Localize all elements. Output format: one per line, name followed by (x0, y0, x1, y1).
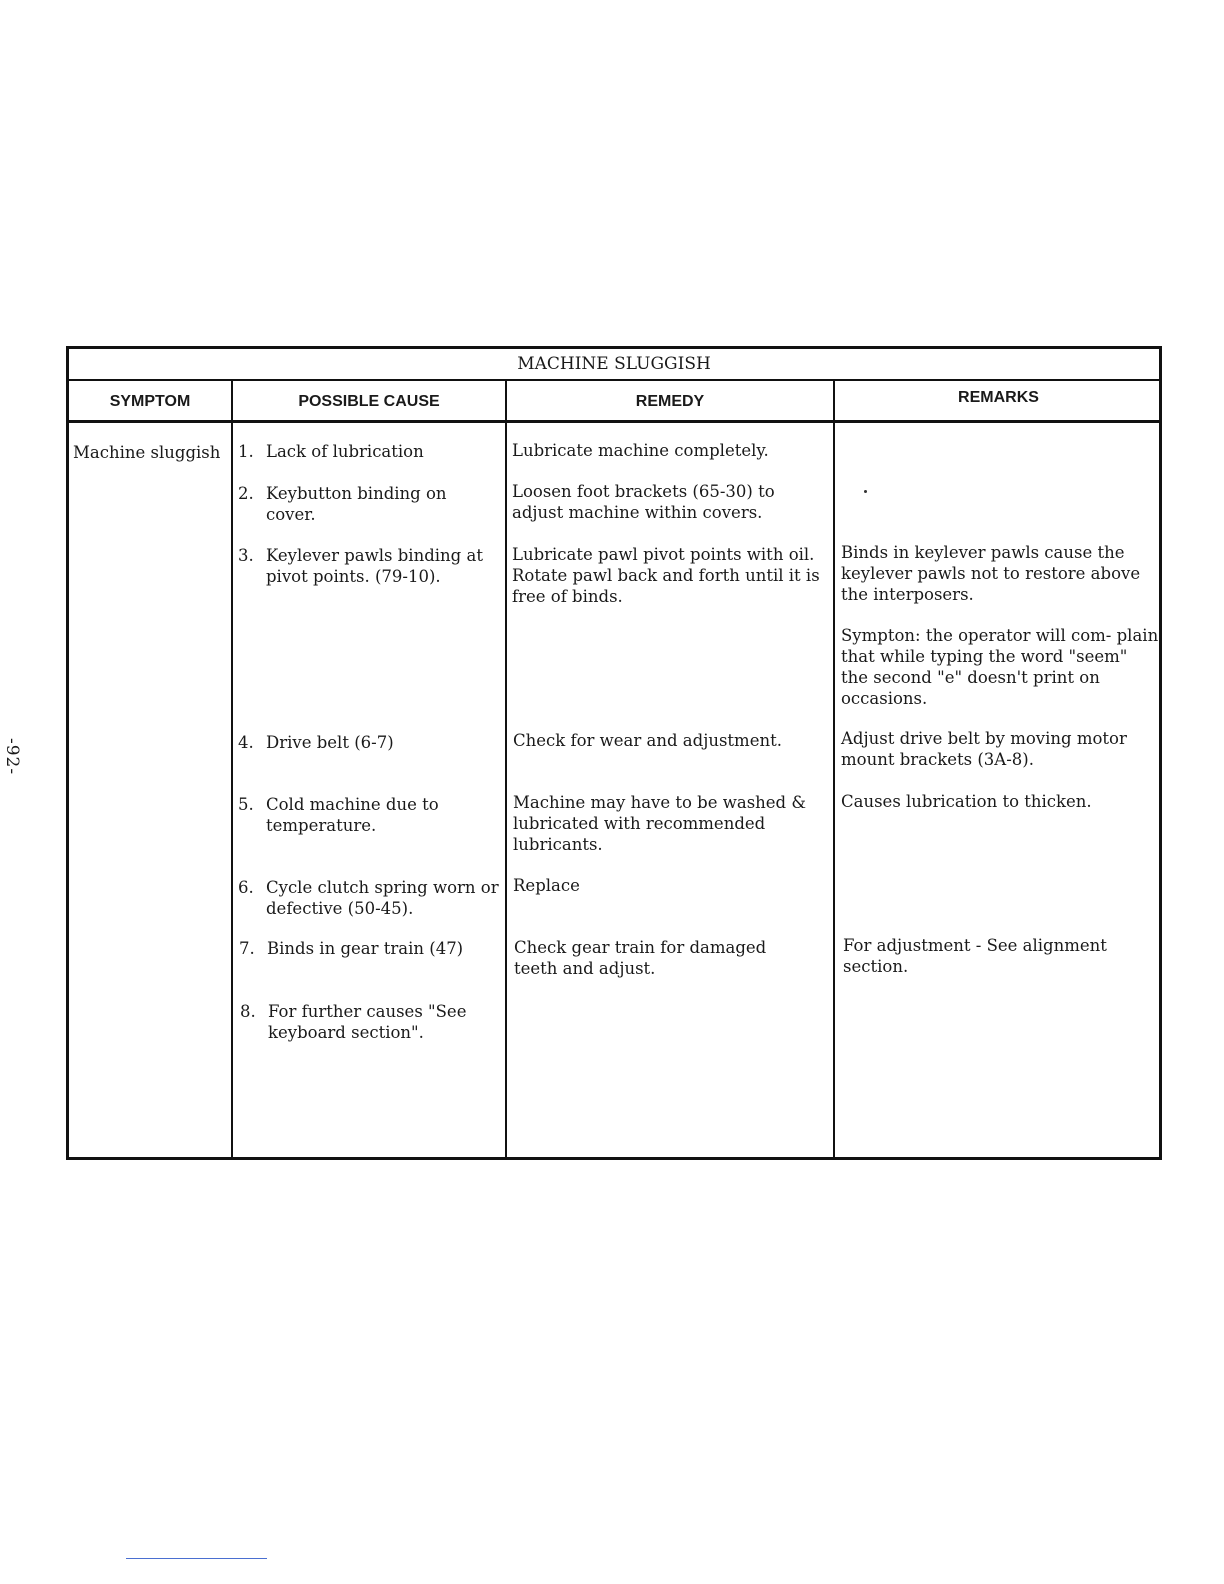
cause-item (238, 483, 488, 525)
remedy-cell: Machine may have to be washed & lubricated with recommended lubricants. (513, 793, 807, 854)
cause-text: Cycle clutch spring worn or defective (50-45). (266, 878, 499, 918)
cause-text: Keybutton binding on cover. (266, 484, 447, 524)
footer-rule (126, 1558, 267, 1559)
remedy-cell: Loosen foot brackets (65-30) to adjust machine within covers. (512, 482, 775, 522)
cause-item (240, 1001, 495, 1043)
remarks-cell: Sympton: the operator will com- plain that while typing the word "seem" the second "e" doesn't print on occasions. (841, 626, 1159, 708)
header-possible-cause: POSSIBLE CAUSE (298, 393, 440, 410)
remarks-cell: Causes lubrication to thicken. (841, 792, 1092, 811)
symptom-cell: Machine sluggish (73, 443, 221, 462)
cause-text: For further causes "See keyboard section". (268, 1002, 467, 1042)
remarks-cell: Binds in keylever pawls cause the keylever pawls not to restore above the interposers. (841, 543, 1141, 604)
remarks-cell: For adjustment - See alignment section. (843, 936, 1107, 976)
header-symptom: SYMPTOM (109, 393, 191, 410)
cause-number: 1. (238, 442, 254, 461)
cause-number: 5. (238, 795, 254, 814)
cause-item (238, 732, 502, 753)
remedy-cell: Lubricate machine completely. (512, 441, 769, 460)
cause-text: Keylever pawls binding at pivot points. (79-10). (266, 546, 483, 586)
remedy-cell: Check for wear and adjustment. (513, 731, 782, 750)
cause-item (238, 441, 502, 462)
table-title: MACHINE SLUGGISH (69, 349, 1159, 381)
header-remarks: REMARKS (958, 389, 1039, 406)
stray-mark (864, 490, 867, 493)
remedy-cell: Lubricate pawl pivot points with oil. Rotate pawl back and forth until it is free of binds. (512, 545, 820, 606)
header-divider (69, 420, 1159, 423)
cause-number: 2. (238, 484, 254, 503)
column-divider (231, 379, 233, 1157)
cause-item (238, 877, 500, 919)
cause-item (238, 794, 488, 836)
remedy-cell: Replace (513, 876, 580, 895)
cause-text: Drive belt (6-7) (266, 733, 394, 752)
column-divider (505, 379, 507, 1157)
troubleshooting-table (66, 346, 1162, 1160)
page-number: -92- (2, 738, 22, 776)
remarks-cell: Adjust drive belt by moving motor mount brackets (3A-8). (841, 729, 1127, 769)
cause-number: 3. (238, 546, 254, 565)
cause-item (239, 938, 503, 959)
cause-text: Lack of lubrication (266, 442, 424, 461)
cause-number: 8. (240, 1002, 256, 1021)
cause-item (238, 545, 504, 587)
column-divider (833, 379, 835, 1157)
remedy-cell: Check gear train for damaged teeth and adjust. (514, 938, 767, 978)
cause-number: 7. (239, 939, 255, 958)
cause-number: 6. (238, 878, 254, 897)
cause-text: Cold machine due to temperature. (266, 795, 439, 835)
header-remedy: REMEDY (635, 393, 705, 410)
cause-number: 4. (238, 733, 254, 752)
cause-text: Binds in gear train (47) (267, 939, 464, 958)
